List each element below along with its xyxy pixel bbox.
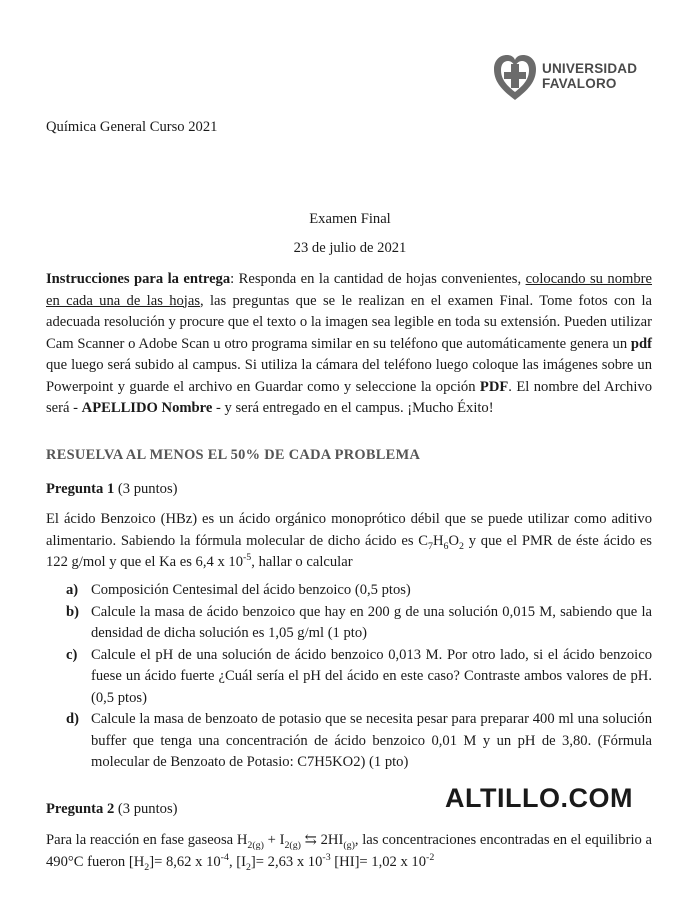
superscript: -5 xyxy=(243,552,252,564)
subscript: 2(g) xyxy=(284,839,301,851)
list-item xyxy=(66,645,652,710)
logo-text xyxy=(542,61,637,91)
q1-text: , hallar o calcular xyxy=(251,554,353,570)
logo-line2: FAVALORO xyxy=(542,76,617,91)
superscript: -4 xyxy=(220,851,229,863)
subscript: 2(g) xyxy=(247,839,264,851)
question2-text xyxy=(46,830,652,873)
q1-text: El ácido Benzoico (HBz) es un ácido orgánico monoprótico débil que se puede utilizar como aditivo alimentario. Sabiendo la fórmula molecular de dicho ácido es C xyxy=(46,511,652,549)
filename-format: APELLIDO Nombre xyxy=(81,400,213,416)
subscript: 2 xyxy=(144,861,150,873)
superscript: -3 xyxy=(322,851,331,863)
course-title: Química General Curso 2021 xyxy=(46,119,218,135)
item-label: d) xyxy=(66,711,79,727)
heart-cross-icon xyxy=(492,52,538,102)
instructions-text: , las preguntas que se le realizan en el examen Final. Tome fotos con la adecuada resolución y procure que el texto o la imagen sea legible en toda su extensión. Pueden utilizar Cam Scanner o Adobe Scan u otro programa similar en su teléfono que automáticamente genera un xyxy=(46,292,652,352)
item-text: Calcule la masa de ácido benzoico que hay en 200 g de una solución 0,015 M, sabiendo que la densidad de dicha solución es 1,05 g/ml (1 pto) xyxy=(91,603,652,641)
question-label: Pregunta 2 xyxy=(46,801,115,817)
pdf-bold: PDF xyxy=(479,378,509,395)
exam-date: 23 de julio de 2021 xyxy=(293,240,407,256)
q2-text: , [I xyxy=(228,853,246,870)
subscript: 2 xyxy=(245,861,251,873)
item-text: Composición Centesimal del ácido benzoico (0,5 ptos) xyxy=(91,582,411,598)
subscript: (g) xyxy=(343,839,355,851)
item-label: a) xyxy=(66,582,79,598)
superscript: -2 xyxy=(426,851,435,863)
instructions-label: Instrucciones para la entrega xyxy=(46,271,231,287)
q2-text: + I xyxy=(263,832,285,848)
question1-text xyxy=(46,509,652,574)
subscript: 2 xyxy=(459,540,464,552)
question2-heading xyxy=(46,799,178,821)
q2-text: ]= 2,63 x 10 xyxy=(250,853,323,870)
q2-text: Para la reacción en fase gaseosa H xyxy=(46,832,248,848)
subscript: 6 xyxy=(443,540,449,552)
q2-text: , las concentraciones encontradas en el equilibrio a 490°C fueron [H xyxy=(46,832,652,870)
item-text: Calcule el pH de una solución de ácido benzoico 0,013 M. Por otro lado, si el ácido benzoico fuese un ácido fuerte ¿Cuál sería el pH del ácido en este caso? Contraste ambos valores de pH. (0,5 ptos) xyxy=(91,646,652,706)
pdf-bold: pdf xyxy=(630,335,652,352)
question-points: (3 puntos) xyxy=(114,801,178,817)
list-item xyxy=(66,580,652,602)
instructions-text: que luego será subido al campus. Si utiliza la cámara del teléfono luego coloque las imágenes sobre un Powerpoint y guarde el archivo en Guardar como y seleccione la opción xyxy=(46,357,652,395)
q1-text: y que el PMR de éste ácido es 122 g/mol y que el Ka es 6,4 x 10 xyxy=(46,532,652,570)
q2-text: [HI]= 1,02 x 10 xyxy=(330,853,427,870)
university-logo xyxy=(490,50,650,105)
q1-text: O xyxy=(448,532,460,549)
instructions-paragraph xyxy=(46,269,652,420)
item-text: Calcule la masa de benzoato de potasio que se necesita pesar para preparar 400 ml una solución buffer que tenga una concentración de ácido benzoico 0,01 M y un pH de 3,80. (Fórmula molecular de Benzoato de Potasio: C7H5KO2) (1 pto) xyxy=(91,711,652,770)
q1-text: H xyxy=(432,532,444,549)
instructions-text: - y será entregado en el campus. ¡Mucho Éxito! xyxy=(212,400,494,416)
question1-heading xyxy=(46,479,178,501)
question-label: Pregunta 1 xyxy=(46,481,115,497)
logo-line1: UNIVERSIDAD xyxy=(542,61,638,76)
altillo-watermark: ALTILLO.COM xyxy=(445,783,633,813)
exam-title: Examen Final xyxy=(309,211,391,227)
list-item xyxy=(66,602,652,645)
instructions-underlined: colocando su nombre en cada una de las hojas xyxy=(46,271,652,309)
list-item xyxy=(66,709,652,774)
item-label: b) xyxy=(66,603,79,620)
instructions-text: : Responda en la cantidad de hojas convenientes, xyxy=(230,271,526,287)
item-label: c) xyxy=(66,646,78,663)
question1-items xyxy=(66,580,652,774)
q2-text: ]= 8,62 x 10 xyxy=(149,853,221,870)
question-points: (3 puntos) xyxy=(114,481,178,497)
q2-text: ⇆ 2HI xyxy=(300,832,344,848)
subscript: 7 xyxy=(428,540,433,552)
resuelva-heading: RESUELVA AL MENOS EL 50% DE CADA PROBLEMA xyxy=(46,447,421,463)
instructions-text: . El nombre del Archivo será - xyxy=(46,378,653,416)
